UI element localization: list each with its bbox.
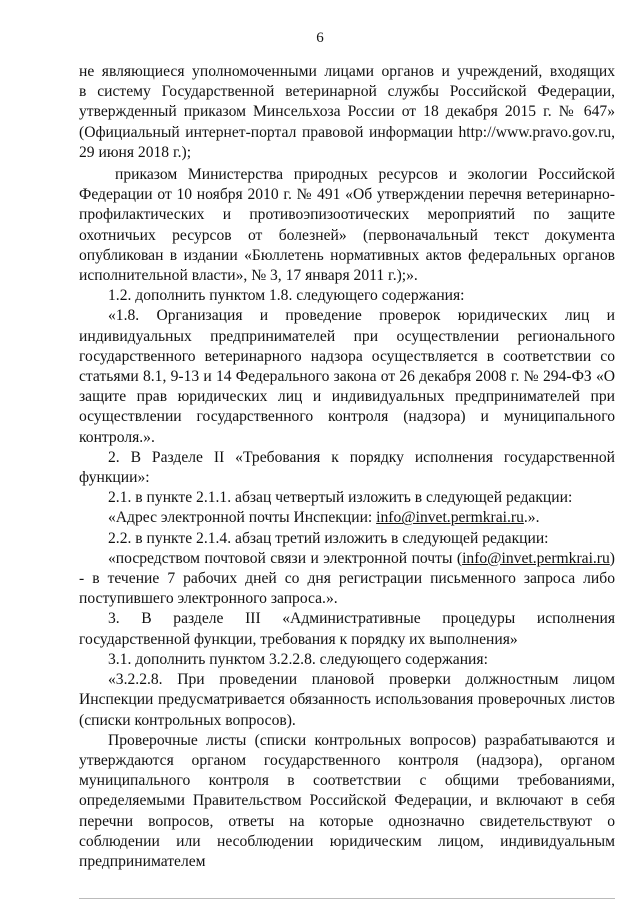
document-body (79, 62, 615, 872)
section-2-heading: 2. В Разделе II «Требования к порядку исполнения государственной функции»: (79, 448, 615, 487)
postal-prefix: «посредством почтовой связи и электронной почты ( (108, 549, 463, 567)
email-suffix: .». (523, 509, 540, 527)
email-paragraph (79, 508, 615, 528)
item-1-8: «1.8. Организация и проведение проверок юридических лиц и индивидуальных предпринимателей при осуществлении регионального государственного ветеринарного надзора осуществляется в соответствии со статьями 8.1, 9-13 и 14 Федерального закона от 26 декабря 2008 г. № 294-ФЗ «О защите прав юридических лиц и индивидуальных предпринимателей при осуществлении государственного контроля (надзора) и муниципального контроля.». (79, 307, 615, 446)
email-prefix: «Адрес электронной почты Инспекции: (108, 509, 377, 527)
continuation-line: (Официальный интернет-портал правовой информации http://www.pravo.gov.ru, (79, 123, 615, 141)
section-3-heading: 3. В разделе III «Административные процедуры исполнения государственной функции, требования к порядку их выполнения» (79, 610, 615, 648)
item-1-2: 1.2. дополнить пунктом 1.8. следующего содержания: (108, 287, 465, 305)
continuation-line: 29 июня 2018 г.); (79, 143, 192, 161)
continuation-paragraph (79, 62, 615, 163)
page-bottom-divider (79, 898, 615, 899)
order-paragraph: приказом Министерства природных ресурсов и экологии Российской Федерации от 10 ноября 2010 г. № 491 «Об утверждении перечня ветеринарно-профилактических и противоэпизоотических мероприятий по защите охотничьих ресурсов от болезней» (первоначальный текст документа опубликован в издании «Бюллетень нормативных актов федеральных органов исполнительной власти», № 3, 17 января 2011 г.);». (79, 166, 615, 285)
postal-paragraph (79, 549, 615, 610)
item-3-2-2-8: «3.2.2.8. При проведении плановой проверки должностным лицом Инспекции предусматривается обязанность использования проверочных листов (списки контрольных вопросов). (79, 671, 615, 729)
continuation-line: в систему Государственной ветеринарной службы Российской Федерации, (79, 83, 615, 101)
page-number: 6 (316, 30, 324, 46)
item-3-1: 3.1. дополнить пунктом 3.2.2.8. следующего содержания: (108, 650, 488, 668)
checklists-paragraph: Проверочные листы (списки контрольных вопросов) разрабатываются и утверждаются органом государственного контроля (надзора), органом муниципального контроля в соответствии с общими требованиями, определяемыми Правительством Российской Федерации, и включают в себя перечни вопросов, ответы на которые однозначно свидетельствуют о соблюдении или несоблюдении юридическим лицом, индивидуальным предпринимателем (79, 731, 615, 870)
postal-suffix: ) - в течение 7 рабочих дней со дня регистрации письменного запроса либо поступившего электронного запроса.». (79, 549, 615, 608)
continuation-line: утвержденный приказом Минсельхоза России от 18 декабря 2015 г. № 647» (79, 103, 615, 121)
postal-email-link[interactable]: info@invet.permkrai.ru (462, 549, 610, 567)
email-link[interactable]: info@invet.permkrai.ru (376, 509, 524, 527)
item-2-2: 2.2. в пункте 2.1.4. абзац третий изложить в следующей редакции: (108, 529, 549, 547)
continuation-line: не являющиеся уполномоченными лицами органов и учреждений, входящих (79, 63, 615, 80)
item-2-1: 2.1. в пункте 2.1.1. абзац четвертый изложить в следующей редакции: (108, 489, 573, 507)
